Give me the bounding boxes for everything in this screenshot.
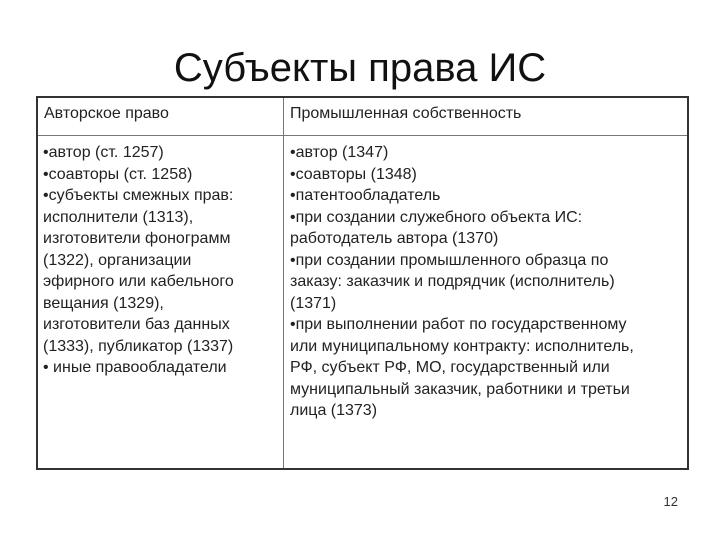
- slide-title: Субъекты права ИС: [173, 46, 547, 90]
- header-divider: [38, 135, 687, 136]
- subjects-table: [36, 96, 689, 470]
- copyright-subjects-list: [43, 142, 275, 379]
- list-item: •при выполнении работ по государственному или муниципальному контракту: исполнитель, РФ, субъект РФ, МО, государственный или муниципальный заказчик, работники и третьи лица (1373): [290, 316, 634, 419]
- header-copyright: Авторское право: [44, 105, 169, 122]
- list-item: •патентообладатель: [290, 187, 441, 204]
- header-industrial-property: Промышленная собственность: [290, 105, 522, 122]
- list-item: •при создании промышленного образца по заказу: заказчик и подрядчик (исполнитель) (1371): [290, 251, 615, 312]
- column-divider: [283, 98, 284, 468]
- list-item: • иные правообладатели: [43, 359, 227, 376]
- list-item: •соавторы (ст. 1258): [43, 165, 193, 183]
- page-number: 12: [663, 494, 678, 509]
- list-item: •при создании служебного объекта ИС: работодатель автора (1370): [290, 208, 583, 247]
- list-item: •автор (ст. 1257): [43, 144, 164, 161]
- industrial-property-subjects-list: [290, 142, 682, 422]
- list-item: •субъекты смежных прав: исполнители (1313), изготовители фонограмм (1322), организации эфирного или кабельного вещания (1329), изготовители баз данных (1333), публикатор (1337): [43, 187, 234, 355]
- list-item: •соавторы (1348): [290, 165, 417, 183]
- list-item: •автор (1347): [290, 144, 389, 161]
